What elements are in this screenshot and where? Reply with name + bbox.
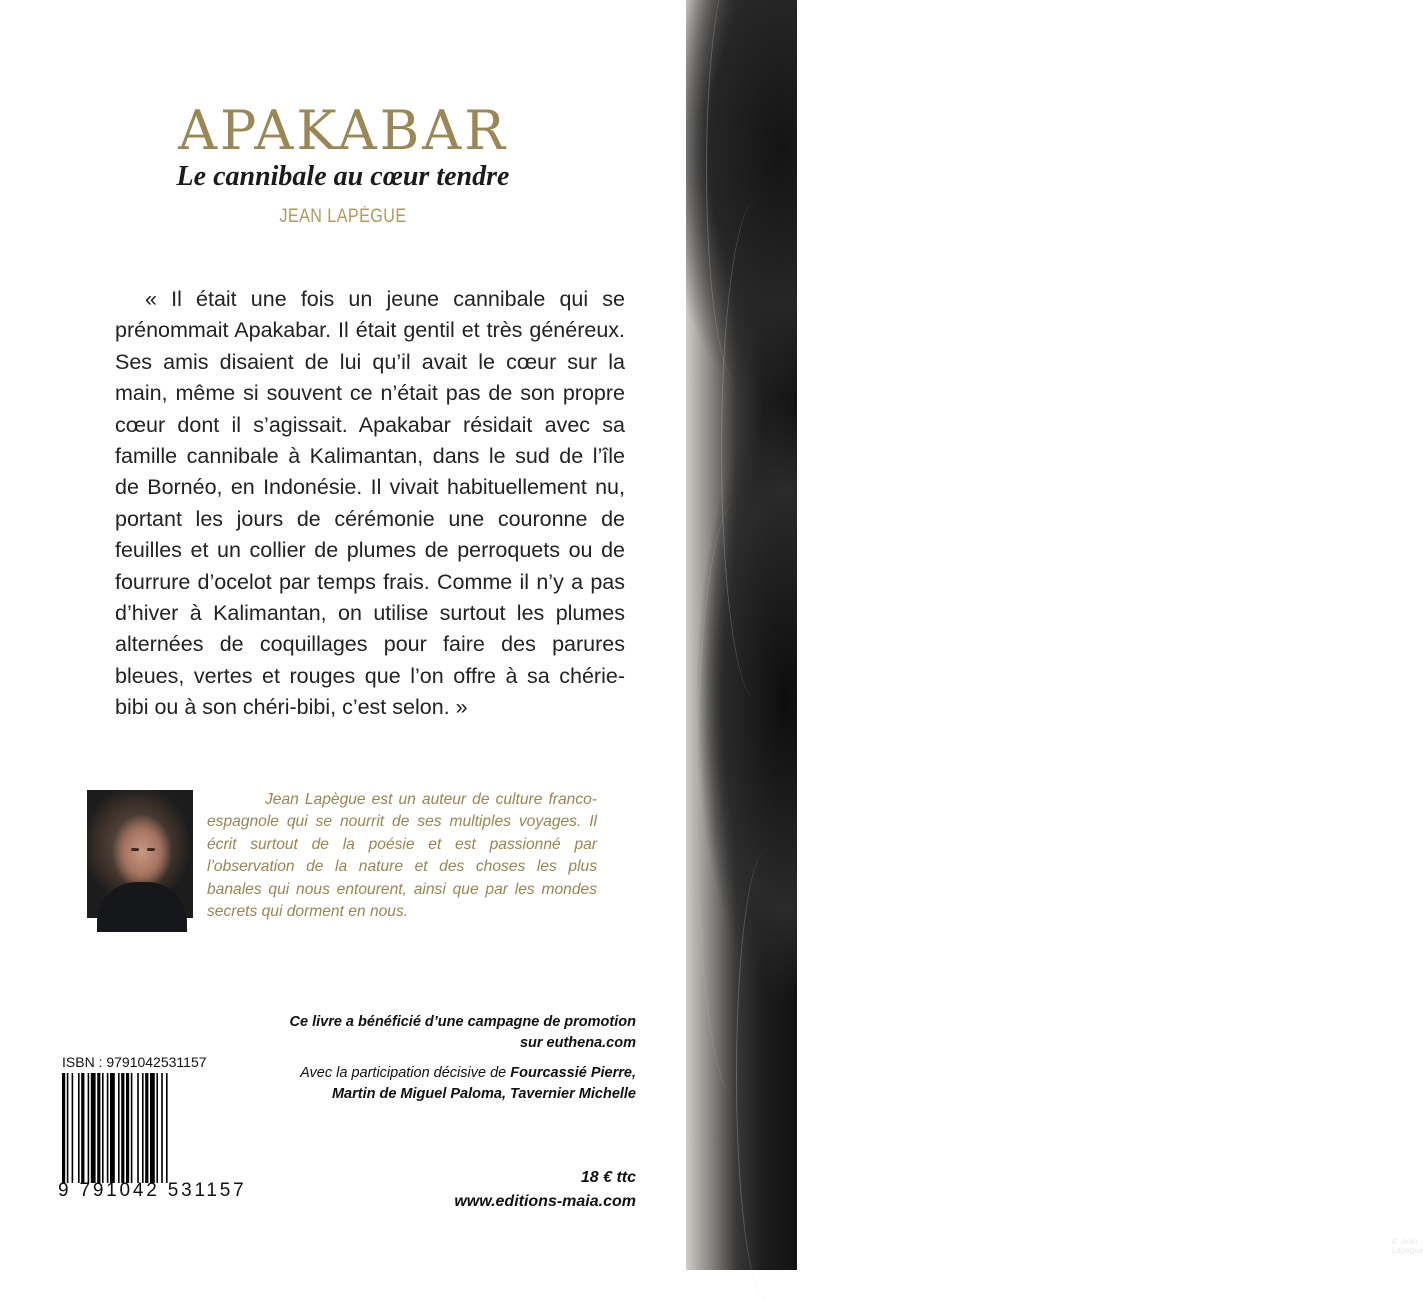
author-bio (207, 789, 597, 923)
barcode-bar (97, 1073, 100, 1183)
promo-line-1: Ce livre a bénéficié d’une campagne de promotion (289, 1014, 636, 1030)
barcode-bar (72, 1073, 74, 1183)
author-portrait (87, 790, 193, 918)
barcode-bar (161, 1073, 163, 1183)
bio-text: Jean Lapègue est un auteur de culture franco-espagnole qui se nourrit de ses multiples voyages. Il écrit surtout de la poésie et est passionné par l’observation de la nature et des choses les plus banales qui nous entourent, ainsi que par les mondes secrets qui dorment en nous. (207, 791, 597, 921)
barcode-bar (118, 1073, 120, 1183)
publisher-website: www.editions-maia.com (454, 1193, 636, 1210)
partners-line-2: Martin de Miguel Paloma, Tavernier Michelle (331, 1086, 636, 1102)
author-name: JEAN LAPÈGUE (279, 206, 407, 227)
barcode-bar (78, 1073, 80, 1183)
partners-line-1: Fourcassié Pierre, (510, 1065, 636, 1081)
book-subtitle: Le cannibale au cœur tendre (176, 161, 510, 192)
barcode-bar (150, 1073, 155, 1183)
portrait-shirt (97, 882, 187, 932)
barcode-bar (131, 1073, 133, 1183)
isbn-label: ISBN : 9791042531157 (62, 1054, 207, 1070)
barcode-bar (81, 1073, 84, 1183)
barcode-bar (88, 1073, 90, 1183)
barcode-bar (137, 1073, 139, 1183)
barcode-bar (102, 1073, 104, 1183)
partners-note (216, 1063, 636, 1105)
barcode-icon (60, 1073, 220, 1183)
promo-note (216, 1012, 636, 1054)
blurb-text: « Il était une fois un jeune cannibale qui se prénommait Apakabar. Il était gentil et très généreux. Ses amis disaient de lui qu’il avait le cœur sur la main, même si souvent ce n’était pas de son propre cœur dont il s’agissait. Apakabar résidait avec sa famille cannibale à Kalimantan, dans le sud de l’île de Bornéo, en Indonésie. Il vivait habituellement nu, portant les jours de cérémonie une couronne de feuilles et un collier de plumes de perroquets ou de fourrure d’ocelot par temps frais. Comme il n’y a pas d’hiver à Kalimantan, on utilise surtout les plumes alternées de coquillages pour faire des parures bleues, vertes et rouges que l’on offre à sa chérie-bibi ou à son chéri-bibi, c’est selon. » (115, 287, 625, 720)
barcode-bar (110, 1073, 115, 1183)
book-title: APAKABAR (178, 99, 508, 162)
barcode-bar (166, 1073, 168, 1183)
barcode-bar (142, 1073, 144, 1183)
barcode-bar (126, 1073, 129, 1183)
photo-credit: © Jean Lapègue (1392, 1237, 1423, 1255)
hair-photo (686, 0, 1423, 1270)
barcode-bar (156, 1073, 158, 1183)
blurb (115, 284, 625, 724)
barcode-bar (91, 1073, 96, 1183)
barcode-bar (145, 1073, 148, 1183)
back-cover (0, 0, 686, 1270)
promo-line-2: sur euthena.com (519, 1035, 636, 1051)
portrait-eye (131, 848, 139, 851)
barcode-bar (67, 1073, 69, 1183)
partners-intro: Avec la participation décisive de (300, 1065, 511, 1081)
hair-strand (736, 850, 797, 1300)
barcode-bar (121, 1073, 124, 1183)
portrait-eye (147, 848, 155, 851)
barcode-bar (62, 1073, 65, 1183)
price: 18 € ttc (580, 1169, 636, 1186)
barcode-digits: 9 791042 531157 (58, 1180, 247, 1201)
barcode-bar (107, 1073, 109, 1183)
